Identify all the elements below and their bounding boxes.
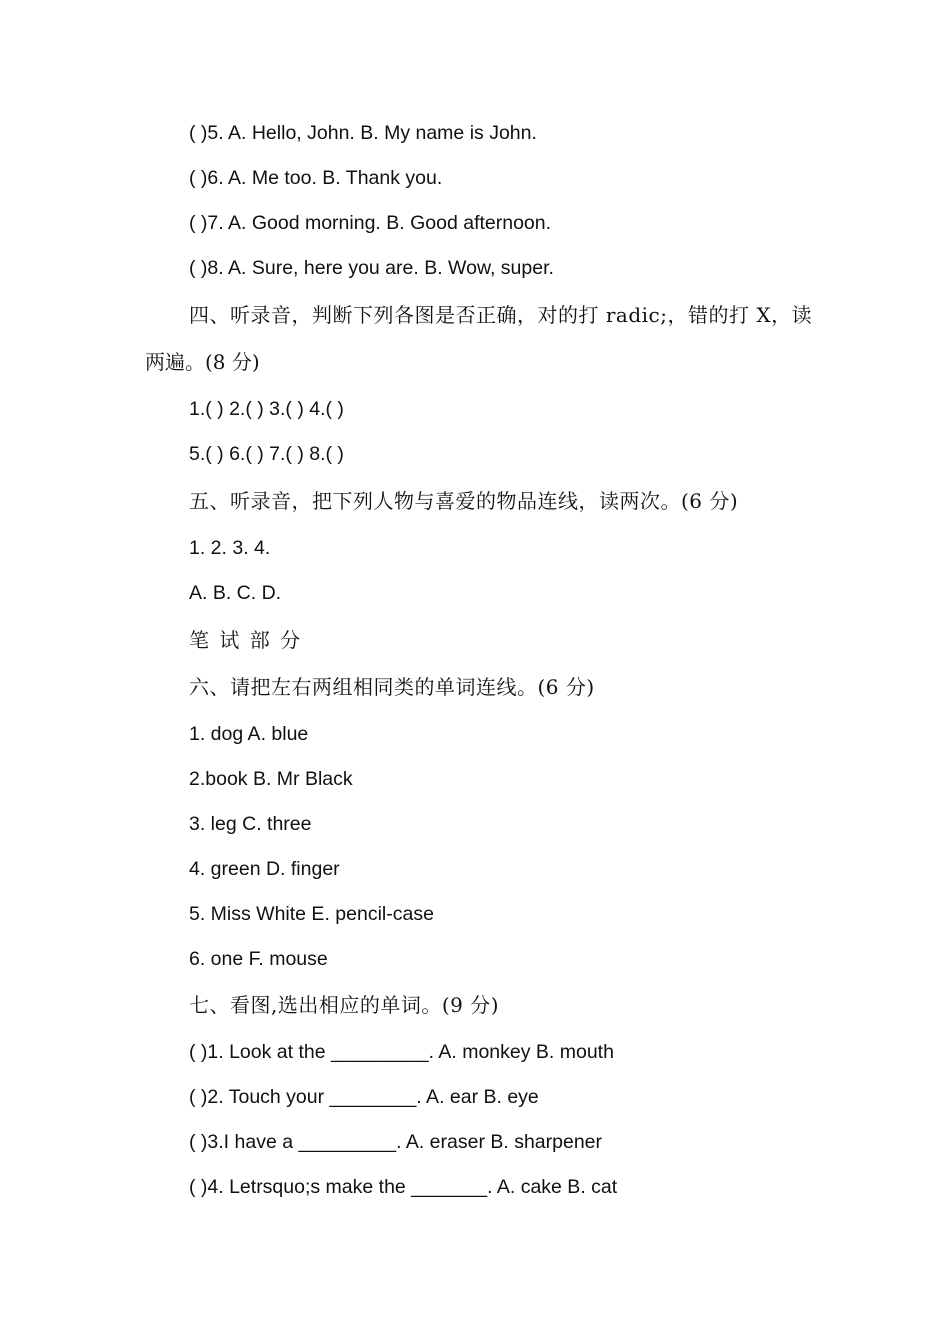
match-item-2: 2.book B. Mr Black: [189, 768, 353, 790]
section-5-numbers: 1. 2. 3. 4.: [189, 537, 271, 559]
match-item-6: 6. one F. mouse: [189, 948, 328, 970]
listening-item-5: ( )5. A. Hello, John. B. My name is John.: [189, 122, 537, 144]
picture-choice-item-1: ( )1. Look at the _________. A. monkey B. mouth: [189, 1041, 614, 1063]
section-4-answers-row-1: 1.( ) 2.( ) 3.( ) 4.( ): [189, 398, 344, 420]
listening-item-8: ( )8. A. Sure, here you are. B. Wow, super.: [189, 257, 554, 279]
listening-item-7: ( )7. A. Good morning. B. Good afternoon.: [189, 212, 552, 234]
match-item-4: 4. green D. finger: [189, 858, 340, 880]
match-item-5: 5. Miss White E. pencil-case: [189, 903, 434, 925]
section-4-heading-continued: 两遍。(8 分): [145, 350, 260, 374]
section-6-heading: 六、请把左右两组相同类的单词连线。(6 分): [189, 675, 595, 699]
section-4-heading: 四、听录音，判断下列各图是否正确，对的打 radic;，错的打 X，读: [189, 303, 813, 327]
picture-choice-item-2: ( )2. Touch your ________. A. ear B. eye: [189, 1086, 539, 1108]
section-7-heading: 七、看图,选出相应的单词。(9 分): [189, 993, 500, 1017]
picture-choice-item-3: ( )3.I have a _________. A. eraser B. sharpener: [189, 1131, 603, 1153]
written-part-heading: 笔 试 部 分: [189, 628, 303, 652]
match-item-1: 1. dog A. blue: [189, 723, 309, 745]
section-5-letters: A. B. C. D.: [189, 582, 282, 604]
picture-choice-item-4: ( )4. Letrsquo;s make the _______. A. cake B. cat: [189, 1176, 618, 1198]
match-item-3: 3. leg C. three: [189, 813, 312, 835]
listening-item-6: ( )6. A. Me too. B. Thank you.: [189, 167, 443, 189]
section-5-heading: 五、听录音，把下列人物与喜爱的物品连线，读两次。(6 分): [189, 489, 739, 513]
section-4-answers-row-2: 5.( ) 6.( ) 7.( ) 8.( ): [189, 443, 344, 465]
